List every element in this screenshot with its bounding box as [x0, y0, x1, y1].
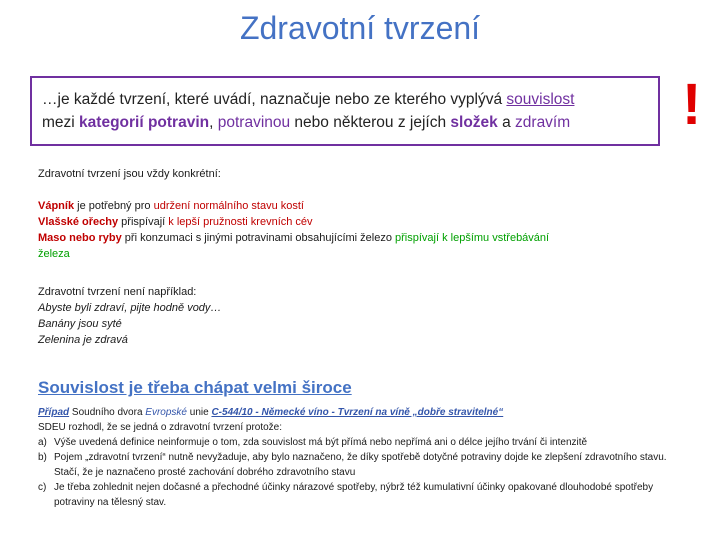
example-line-3: Maso nebo ryby při konzumaci s jinými potravinami obsahujícími železo přispívají k lepšímu vstřebávání [38, 232, 550, 244]
definition-souvislost: souvislost [506, 91, 575, 108]
case-item-b: b) Pojem „zdravotní tvrzení“ nutně nevyžaduje, aby bylo naznačeno, že díky spotřebě dotyčné potraviny dojde ke zlepšení zdravotního stavu. Stačí, že je naznačeno prosté zachování dobrého zdravotního stavu [38, 452, 667, 478]
definition-text-2: mezi [42, 114, 80, 131]
case-item-c: c) Je třeba zohlednit nejen dočasné a přechodné účinky nárazové spotřeby, nýbrž též kumulativní účinky opakované dlouhodobé spotřeby potraviny na tělesný stav. [38, 482, 654, 508]
case-sdeu: SDEU rozhodl, že se jedná o zdravotní tvrzení protože: [38, 422, 283, 433]
exclamation-icon: ! [682, 72, 702, 137]
example-line-1: Vápník je potřebný pro udržení normálního stavu kostí [38, 200, 304, 212]
not-examples-heading: Zdravotní tvrzení není například: [38, 286, 197, 298]
case-item-a: a) Výše uvedená definice neinformuje o tom, zda souvislost má být přímá nebo nepřímá ani o délce jejího trvání či intenzitě [38, 437, 588, 448]
case-reference: Případ Soudního dvora Evropské unie C-544/10 - Německé víno - Tvrzení na víně „dobře stravitelné“ [38, 407, 504, 418]
definition-text-1: …je každé tvrzení, které uvádí, naznačuje nebo ze kterého vyplývá [42, 91, 507, 108]
definition-text-4: a [497, 114, 516, 131]
definition-potravinou: potravinou [217, 114, 291, 131]
concrete-heading: Zdravotní tvrzení jsou vždy konkrétní: [38, 168, 221, 180]
section-heading: Souvislost je třeba chápat velmi široce [38, 378, 352, 397]
example-line-3b: železa [38, 248, 70, 260]
definition-slozek: složek [450, 114, 498, 131]
page-title: Zdravotní tvrzení [239, 10, 481, 46]
not-example-1: Abyste byli zdraví, pijte hodně vody… [38, 302, 222, 314]
not-example-2: Banány jsou syté [38, 318, 122, 330]
definition-zdravim: zdravím [515, 114, 571, 131]
concrete-examples [38, 198, 678, 262]
definition-kategorii: kategorií potravin [79, 114, 210, 131]
case-block [38, 405, 688, 510]
example-line-2: Vlašské ořechy přispívají k lepší pružnosti krevních cév [38, 216, 313, 228]
definition-comma: , [209, 114, 218, 131]
definition-text-3: nebo některou z jejích [290, 114, 451, 131]
not-example-3: Zelenina je zdravá [38, 334, 128, 346]
definition-box [30, 76, 660, 146]
not-examples [38, 284, 221, 348]
